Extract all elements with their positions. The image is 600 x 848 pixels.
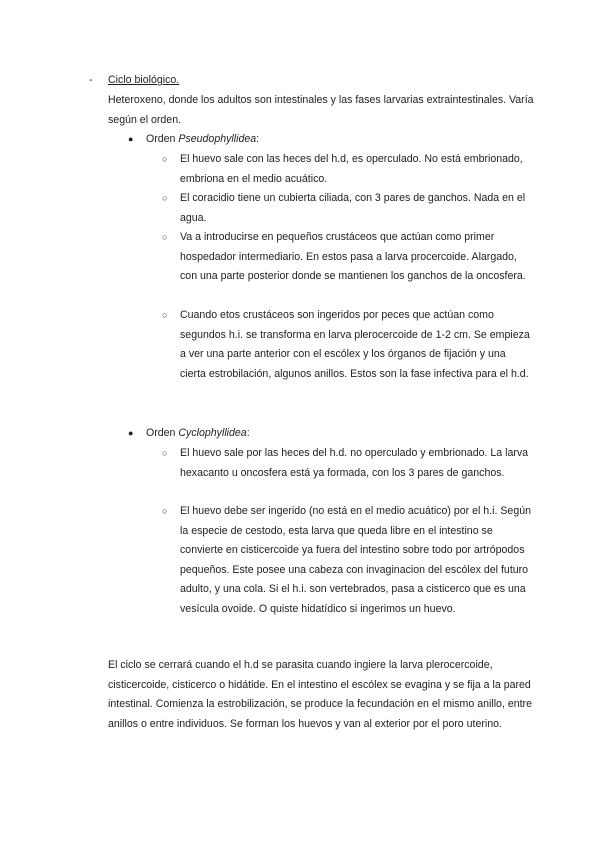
heading-dash: - bbox=[89, 74, 93, 86]
order-name: Cyclophyllidea bbox=[178, 427, 247, 439]
order-name: Pseudophyllidea bbox=[178, 133, 257, 145]
bullet-icon: ● bbox=[128, 134, 134, 144]
list-item-text: Cuando etos crustáceos son ingeridos por peces que actúan como segundos h.i. se transforma en larva plerocercoide de 1-2 cm. Se empieza a ver una parte anterior con el escólex y los órganos de fijación y una cierta estrobilación, algunos anillos. Estos son la fase infectiva para el h.d. bbox=[180, 309, 530, 380]
list-item-text: El coracidio tiene un cubierta ciliada, con 3 pares de ganchos. Nada en el agua. bbox=[180, 192, 526, 224]
circle-bullet-icon: ○ bbox=[162, 310, 168, 320]
closing-paragraph: El ciclo se cerrará cuando el h.d se parasita cuando ingiere la larva plerocercoide, cisticercoide, cisticerco o hidátide. En el intestino el escólex se evagina y se fija a la pared intestinal. Comienza la estrobilización, se produce la fecundación en el mismo anillo, entre anillos o entre individuos. Se forman los huevos y van al exterior por el poro uterino. bbox=[108, 659, 532, 730]
intro-paragraph: Heteroxeno, donde los adultos son intestinales y las fases larvarias extraintestinales. Varía según el orden. bbox=[108, 94, 534, 126]
circle-bullet-icon: ○ bbox=[162, 506, 168, 516]
list-item-text: El huevo sale con las heces del h.d, es operculado. No está embrionado, embriona en el medio acuático. bbox=[180, 153, 523, 185]
bullet-icon: ● bbox=[128, 428, 134, 438]
circle-bullet-icon: ○ bbox=[162, 448, 168, 458]
list-item-text: El huevo debe ser ingerido (no está en el medio acuático) por el h.i. Según la especie de cestodo, esta larva que queda libre en el intestino se convierte en cisticercoide ya fuera del intestino sobre todo por artrópodos pequeños. Este posee una cabeza con invaginacion del escólex del futuro adulto, y una cola. Si el h.i. son vertebrados, pasa a cisticerco que es una vesícula ovoide. O quiste hidatídico si ingerimos un huevo. bbox=[180, 505, 531, 615]
circle-bullet-icon: ○ bbox=[162, 154, 168, 164]
order-label: Orden Cyclophyllidea: bbox=[146, 427, 250, 439]
circle-bullet-icon: ○ bbox=[162, 193, 168, 203]
list-item-text: Va a introducirse en pequeños crustáceos que actúan como primer hospedador intermediario. En estos pasa a larva procercoide. Alargado, con una parte posterior donde se mantienen los ganchos de la oncosfera. bbox=[180, 231, 526, 282]
order-label: Orden Pseudophyllidea: bbox=[146, 133, 260, 145]
heading-title: Ciclo biológico. bbox=[108, 74, 180, 86]
circle-bullet-icon: ○ bbox=[162, 232, 168, 242]
list-item-text: El huevo sale por las heces del h.d. no operculado y embrionado. La larva hexacanto u oncosfera está ya formada, con los 3 pares de ganchos. bbox=[180, 447, 529, 479]
